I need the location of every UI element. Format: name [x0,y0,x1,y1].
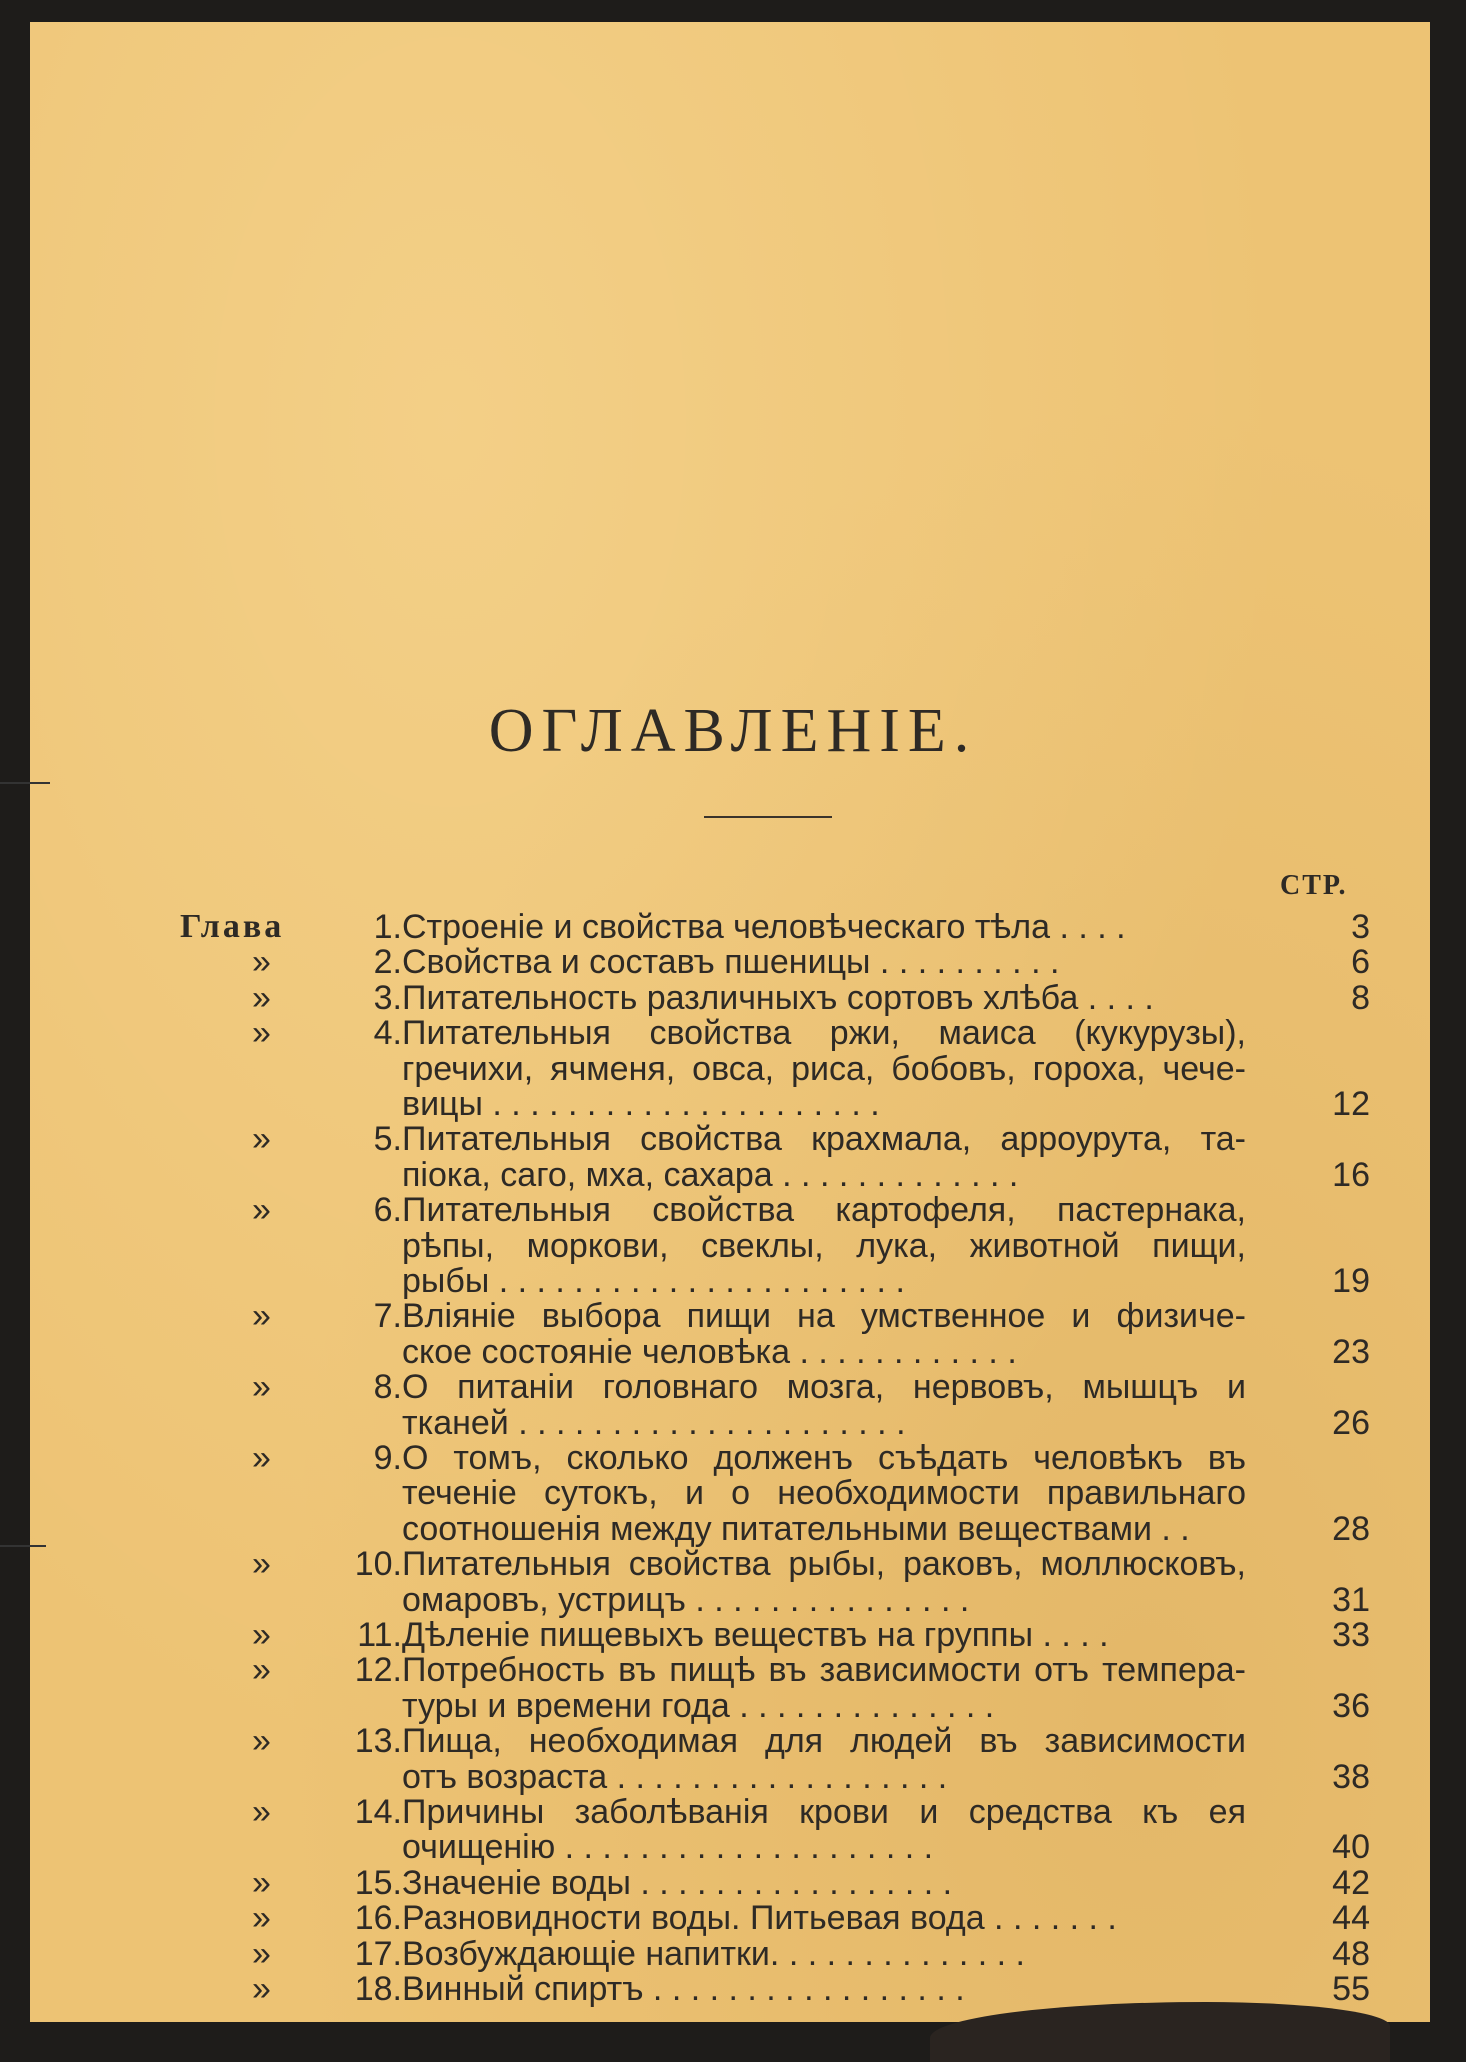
chapter-title-line: Свойства и составъ пшеницы . . . . . . . . . . [402,943,1060,982]
chapter-title-line: вицы . . . . . . . . . . . . . . . . . . . . . [402,1085,880,1123]
chapter-title-line: очищенію . . . . . . . . . . . . . . . . . . . . [402,1828,934,1867]
chapter-title-line: омаровъ, устрицъ . . . . . . . . . . . . . . . [402,1580,970,1619]
book-page [30,22,1430,2022]
chapter-number: 14. [354,1793,402,1831]
toc-line [30,1333,1430,1371]
entry-prefix: » [252,1120,271,1159]
entry-prefix: » [252,1651,271,1690]
chapter-number: 9. [373,1439,402,1477]
chapter-title-line: Питательныя свойства рыбы, раковъ, моллюсковъ, [402,1545,1246,1584]
entry-prefix: Глава [180,908,285,945]
chapter-number: 16. [354,1899,402,1938]
toc-line [30,1510,1430,1548]
chapter-title-line: Пища, необходимая для людей въ зависимости [402,1722,1246,1761]
page-number: 16 [1332,1155,1370,1194]
chapter-number: 8. [373,1368,402,1407]
title-rule [704,816,832,818]
entry-prefix: » [252,1722,271,1761]
entry-prefix: » [252,1899,271,1938]
chapter-number: 5. [373,1120,402,1159]
entry-prefix: » [252,1297,271,1336]
chapter-number: 1. [373,908,402,946]
toc-line [30,1651,1430,1689]
toc-line [30,1864,1430,1902]
chapter-number: 6. [373,1191,402,1230]
chapter-title-line: Потребность въ пищѣ въ зависимости отъ темпера- [402,1651,1246,1690]
entry-prefix: » [252,1545,271,1584]
edge-mark [0,782,50,784]
chapter-title-line: Разновидности воды. Питьевая вода . . . . . . . [402,1899,1117,1938]
entry-prefix: » [252,1934,271,1973]
chapter-title-line: теченіе сутокъ, и о необходимости правильнаго [402,1474,1246,1513]
page-number: 31 [1332,1580,1370,1619]
chapter-title-line: рыбы . . . . . . . . . . . . . . . . . . . . . . [402,1262,905,1300]
entry-prefix: » [252,1616,271,1654]
page-number: 3 [1351,908,1370,946]
chapter-number: 4. [373,1014,402,1053]
page-number: 38 [1332,1757,1370,1796]
page-number: 8 [1351,978,1370,1017]
entry-prefix: » [252,978,271,1017]
toc-line [30,1545,1430,1583]
chapter-title-line: Питательныя свойства ржи, маиса (кукурузы), [402,1014,1246,1053]
chapter-title-line: Возбуждающіе напитки. . . . . . . . . . . . . . [402,1934,1025,1973]
chapter-title-line: Причины заболѣванія крови и средства къ ея [402,1793,1246,1831]
page-number: 36 [1332,1686,1370,1725]
chapter-title-line: гречихи, ячменя, овса, риса, бобовъ, гороха, чече- [402,1049,1246,1088]
toc-line [30,1014,1430,1052]
toc-line [30,1120,1430,1158]
toc-line [30,1368,1430,1406]
toc-line [30,943,1430,981]
toc-line [30,1722,1430,1760]
toc-line [30,1404,1430,1442]
page-column-label: СТР. [1280,870,1348,901]
toc-line [30,1191,1430,1229]
chapter-number: 12. [354,1651,402,1690]
entry-prefix: » [252,943,271,982]
entry-prefix: » [252,1439,271,1477]
page-number: 33 [1332,1616,1370,1654]
chapter-title-line: Значеніе воды . . . . . . . . . . . . . . . . . [402,1863,953,1902]
page-number: 48 [1332,1934,1370,1973]
chapter-title-line: Питательныя свойства картофеля, пастернака, [402,1191,1246,1230]
chapter-title-line: отъ возраста . . . . . . . . . . . . . . . . . . [402,1757,948,1796]
toc-line [30,1899,1430,1937]
chapter-title-line: Строеніе и свойства человѣческаго тѣла . . . . [402,908,1126,946]
entry-prefix: » [252,1368,271,1407]
edge-mark [0,1545,46,1547]
entry-prefix: » [252,1793,271,1831]
toc-line [30,1050,1430,1088]
entry-prefix: » [252,1191,271,1230]
toc-line [30,1262,1430,1300]
chapter-title-line: тканей . . . . . . . . . . . . . . . . . . . . . [402,1403,906,1442]
chapter-number: 10. [354,1545,402,1584]
chapter-number: 3. [373,978,402,1017]
toc-line [30,1616,1430,1654]
page-number: 23 [1332,1332,1370,1371]
entry-prefix: » [252,1014,271,1053]
chapter-title-line: Дѣленіе пищевыхъ веществъ на группы . . . . [402,1616,1109,1654]
chapter-title-line: рѣпы, моркови, свеклы, лука, животной пищи, [402,1226,1246,1265]
chapter-title-line: О питаніи головнаго мозга, нервовъ, мышцъ и [402,1368,1246,1407]
chapter-title-line: ское состояніе человѣка . . . . . . . . . . . . [402,1332,1017,1371]
chapter-number: 15. [354,1863,402,1902]
chapter-number: 17. [354,1934,402,1973]
toc-line [30,908,1430,946]
chapter-title-line: соотношенія между питательными веществами . . [402,1509,1190,1548]
chapter-title-line: піока, саго, мха, сахара . . . . . . . . . . . . . [402,1155,1019,1194]
toc-line [30,1935,1430,1973]
page-number: 26 [1332,1403,1370,1442]
chapter-number: 11. [357,1616,402,1654]
chapter-title-line: Вліяніе выбора пищи на умственное и физиче- [402,1297,1246,1336]
toc-line [30,1758,1430,1796]
toc-line [30,1156,1430,1194]
page-number: 12 [1332,1085,1370,1123]
toc-line [30,1793,1430,1831]
toc-line [30,1439,1430,1477]
toc-line [30,1474,1430,1512]
page-number: 19 [1332,1262,1370,1300]
toc-line [30,979,1430,1017]
page-number: 40 [1332,1828,1370,1867]
page-number: 42 [1332,1863,1370,1902]
chapter-number: 18. [354,1970,402,2008]
toc-line [30,1227,1430,1265]
chapter-number: 7. [373,1297,402,1336]
chapter-title-line: Винный спиртъ . . . . . . . . . . . . . . . . . [402,1970,965,2008]
chapter-number: 13. [354,1722,402,1761]
page-number: 44 [1332,1899,1370,1938]
entry-prefix: » [252,1970,271,2008]
entry-prefix: » [252,1863,271,1902]
chapter-title-line: О томъ, сколько долженъ съѣдать человѣкъ въ [402,1439,1246,1477]
chapter-title-line: туры и времени года . . . . . . . . . . . . . . [402,1686,995,1725]
chapter-title-line: Питательность различныхъ сортовъ хлѣба . . . . [402,978,1154,1017]
toc-line [30,1085,1430,1123]
chapter-number: 2. [373,943,402,982]
page-number: 6 [1351,943,1370,982]
toc-line [30,1581,1430,1619]
page-title: ОГЛАВЛЕНІЕ. [488,697,978,765]
toc-line [30,1687,1430,1725]
page-damage [930,2002,1390,2062]
page-number: 55 [1332,1970,1370,2008]
toc-line [30,1828,1430,1866]
page-number: 28 [1332,1509,1370,1548]
chapter-title-line: Питательныя свойства крахмала, арроурута, та- [402,1120,1246,1159]
toc-line [30,1297,1430,1335]
